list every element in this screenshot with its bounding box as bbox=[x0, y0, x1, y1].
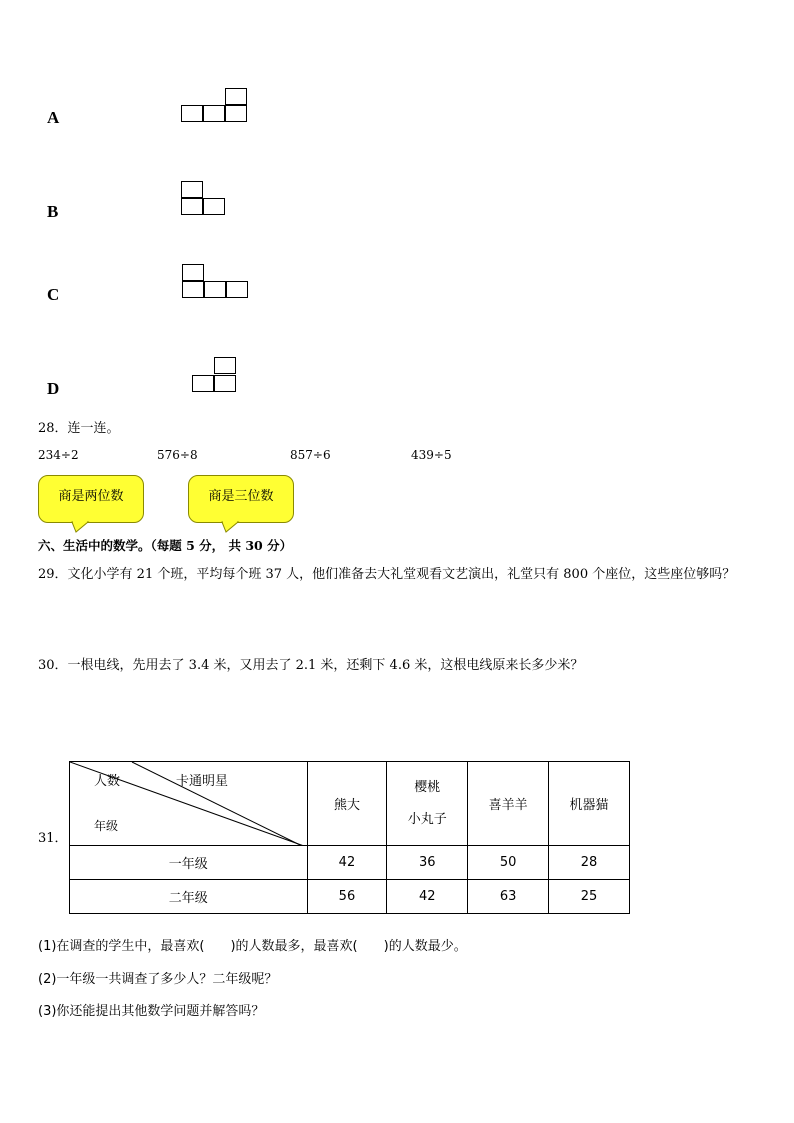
col-header-2-line1: 樱桃 bbox=[414, 779, 441, 795]
table-cell: 28 bbox=[549, 846, 630, 880]
table-header-row bbox=[70, 762, 630, 846]
col-header-3: 喜羊羊 bbox=[468, 762, 549, 846]
q31-sub-question-1: (1)在调查的学生中，最喜欢( )的人数最多，最喜欢( )的人数最少。 bbox=[38, 939, 467, 954]
table-cell: 50 bbox=[468, 846, 549, 880]
corner-label-people: 人数 bbox=[94, 774, 121, 789]
corner-label-grade: 年级 bbox=[94, 819, 119, 833]
q31-sub-question-3: (3)你还能提出其他数学问题并解答吗？ bbox=[38, 1004, 265, 1019]
callout-three-digit-quotient: 商是三位数 bbox=[188, 475, 294, 523]
q28-title: 28．连一连。 bbox=[38, 421, 120, 436]
option-letter-a: A bbox=[47, 108, 60, 127]
q31-sub-question-2: (2)一年级一共调查了多少人？二年级呢？ bbox=[38, 972, 278, 987]
callout-two-digit-quotient: 商是两位数 bbox=[38, 475, 144, 523]
q31-number: 31． bbox=[38, 831, 68, 846]
q30-text: 30．一根电线，先用去了 3.4 米，又用去了 2.1 米，还剩下 4.6 米，这根电线原来长多少米？ bbox=[38, 658, 584, 673]
row-label: 二年级 bbox=[70, 880, 308, 914]
option-letter-b: B bbox=[47, 202, 59, 221]
q28-expression-4: 439÷5 bbox=[411, 448, 452, 462]
col-header-1: 熊大 bbox=[307, 762, 387, 846]
col-header-2-line2: 小丸子 bbox=[407, 811, 447, 827]
option-letter-c: C bbox=[47, 285, 60, 304]
section-6-title: 六、生活中的数学。（每题 5 分， 共 30 分） bbox=[38, 538, 293, 553]
q28-expression-2: 576÷8 bbox=[157, 448, 198, 462]
table-row bbox=[70, 880, 630, 914]
q28-expression-1: 234÷2 bbox=[38, 448, 79, 462]
q28-expression-3: 857÷6 bbox=[290, 448, 331, 462]
row-label: 一年级 bbox=[70, 846, 308, 880]
table-cell: 36 bbox=[387, 846, 468, 880]
table-cell: 42 bbox=[387, 880, 468, 914]
table-cell: 63 bbox=[468, 880, 549, 914]
table-cell: 42 bbox=[307, 846, 387, 880]
corner-label-star: 卡通明星 bbox=[176, 774, 229, 789]
col-header-4: 机器猫 bbox=[549, 762, 630, 846]
q29-text: 29．文化小学有 21 个班，平均每个班 37 人，他们准备去大礼堂观看文艺演出，礼堂只有 800 个座位，这些座位够吗？ bbox=[38, 567, 736, 582]
table-corner-cell bbox=[70, 762, 308, 846]
option-letter-d: D bbox=[47, 379, 60, 398]
col-header-2 bbox=[387, 762, 468, 846]
survey-table bbox=[69, 761, 630, 914]
table-row bbox=[70, 846, 630, 880]
callout-tails bbox=[0, 0, 794, 540]
table-cell: 56 bbox=[307, 880, 387, 914]
table-cell: 25 bbox=[549, 880, 630, 914]
